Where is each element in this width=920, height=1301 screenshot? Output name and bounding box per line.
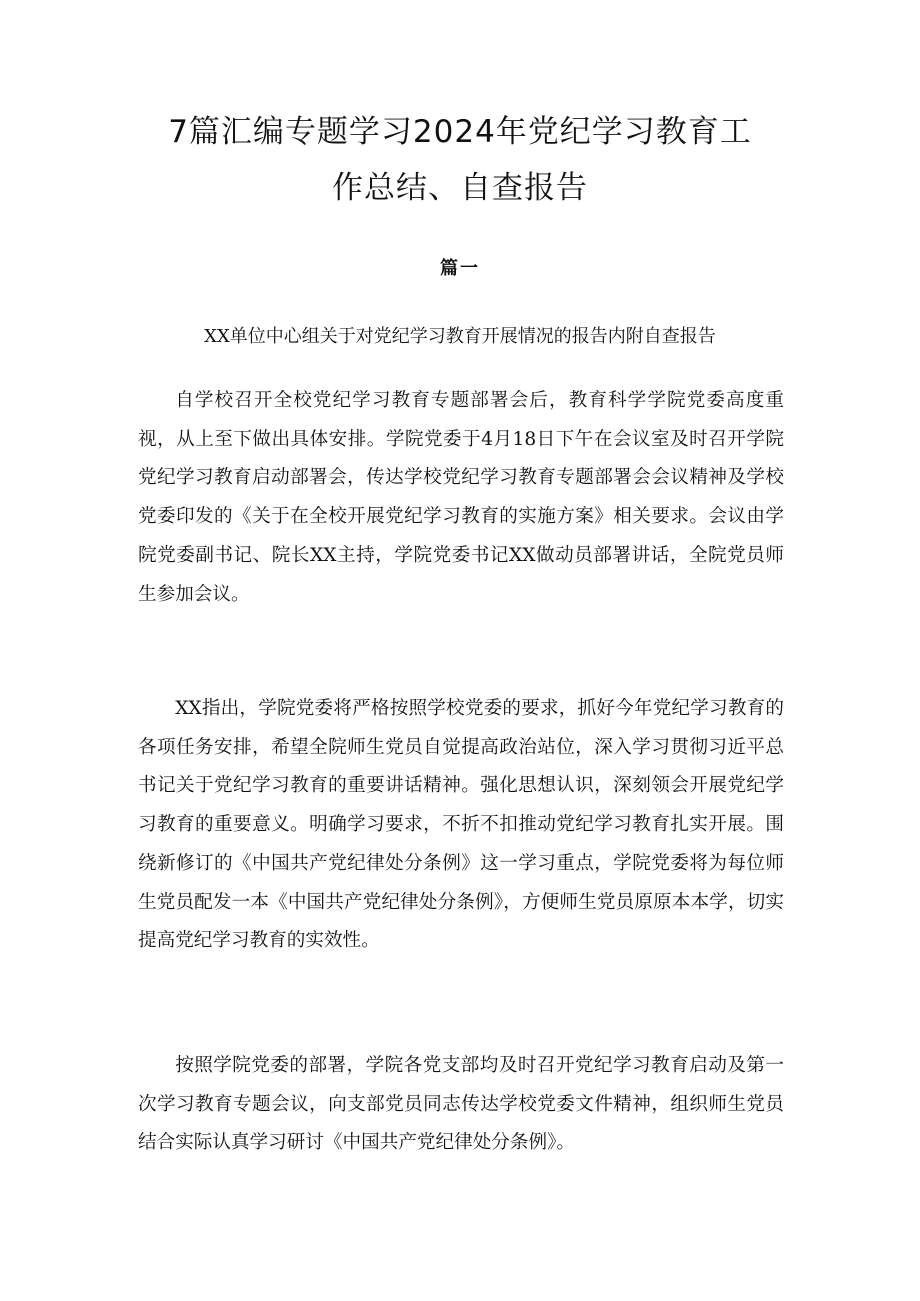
body-paragraph-1: 自学校召开全校党纪学习教育专题部署会后，教育科学学院党委高度重视，从上至下做出具体安排。学院党委于4月18日下午在会议室及时召开学院党纪学习教育启动部署会，传达学校党纪学习教育专题部署会会议精神及学校党委印发的《关于在全校开展党纪学习教育的实施方案》相关要求。会议由学院党委副书记、院长XX主持，学院党委书记XX做动员部署讲话，全院党员师生参加会议。: [138, 390, 784, 605]
title-line-1: 7篇汇编专题学习2024年党纪学习教育工: [168, 114, 752, 150]
section-heading: 篇一: [440, 258, 480, 279]
title-line-2: 作总结、自查报告: [332, 170, 588, 206]
body-paragraph-3: 按照学院党委的部署，学院各党支部均及时召开党纪学习教育启动及第一次学习教育专题会议，向支部党员同志传达学校党委文件精神，组织师生党员结合实际认真学习研讨《中国共产党纪律处分条例》。: [138, 1055, 784, 1154]
document-title: [140, 104, 780, 216]
report-subtitle: XX单位中心组关于对党纪学习教育开展情况的报告内附自查报告: [204, 326, 716, 347]
body-paragraph-2: XX指出，学院党委将严格按照学校党委的要求，抓好今年党纪学习教育的各项任务安排，希望全院师生党员自觉提高政治站位，深入学习贯彻习近平总书记关于党纪学习教育的重要讲话精神。强化思想认识，深刻领会开展党纪学习教育的重要意义。明确学习要求，不折不扣推动党纪学习教育扎实开展。围绕新修订的《中国共产党纪律处分条例》这一学习重点，学院党委将为每位师生党员配发一本《中国共产党纪律处分条例》，方便师生党员原原本本学，切实提高党纪学习教育的实效性。: [138, 698, 784, 952]
